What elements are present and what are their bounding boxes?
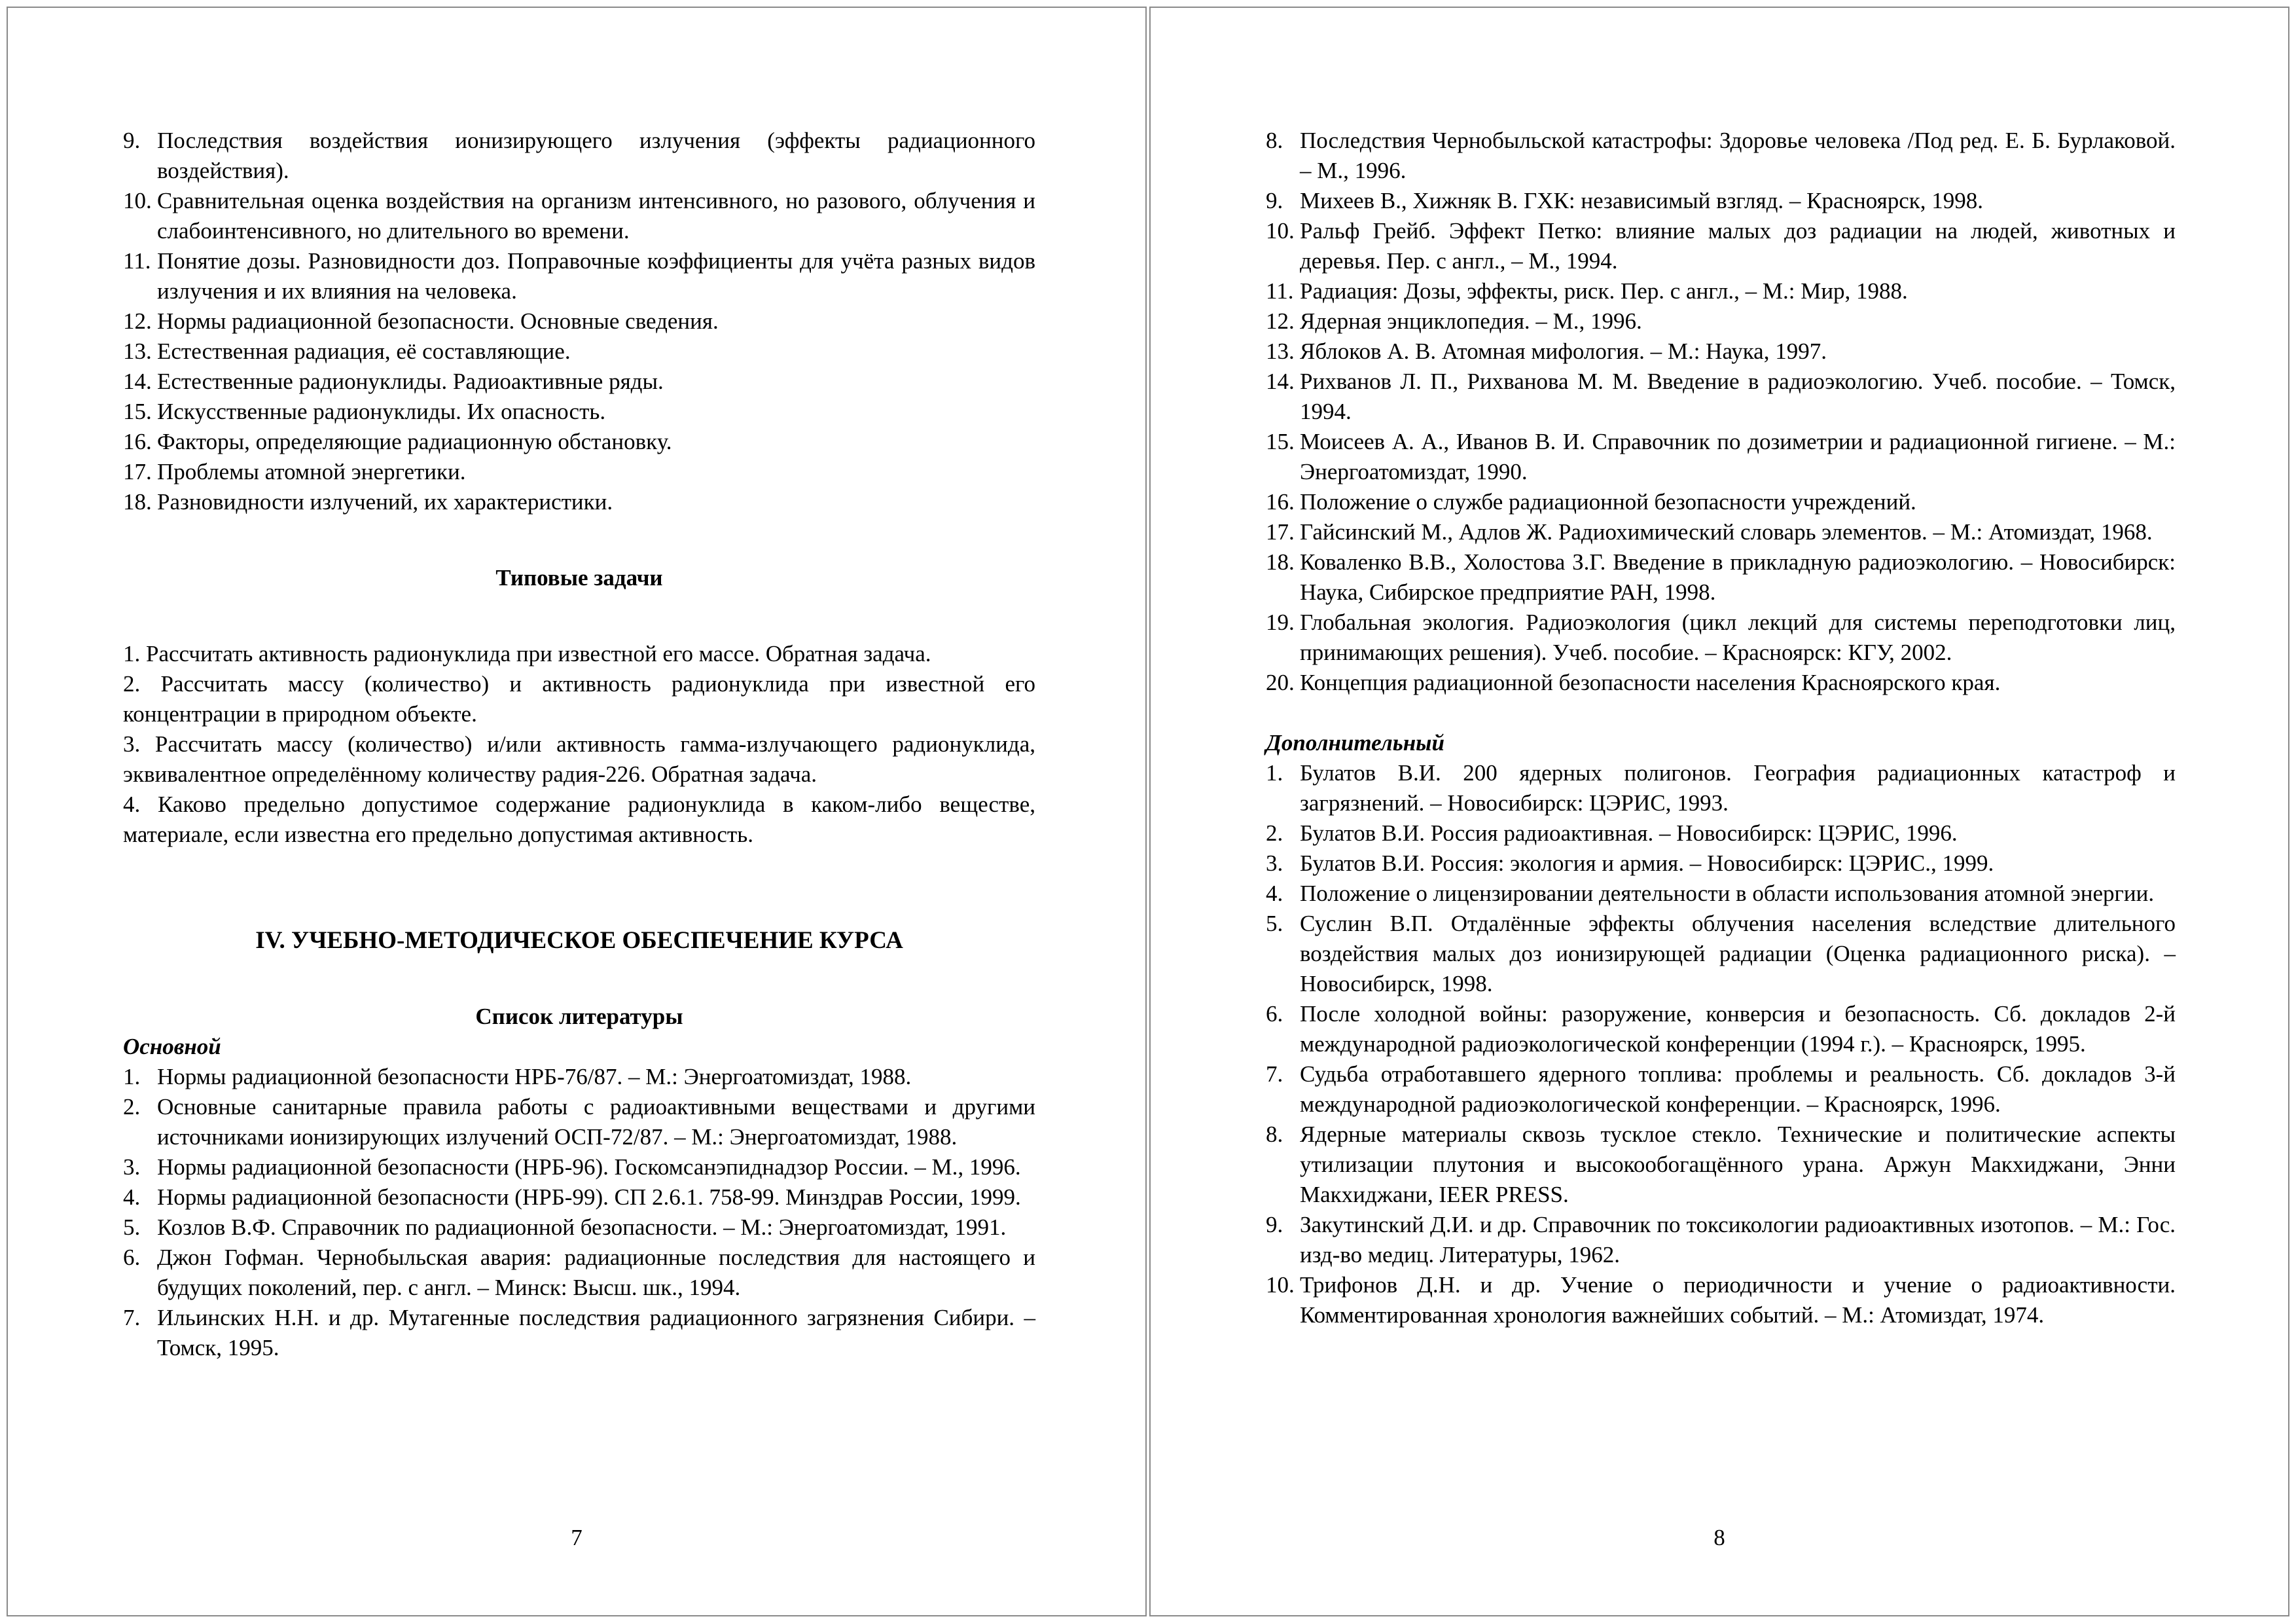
item-number: 5. — [1266, 911, 1283, 936]
list-item — [123, 246, 1035, 306]
reference-item — [1266, 848, 2176, 879]
item-text: Нормы радиационной безопасности НРБ-76/87. – М.: Энергоатомиздат, 1988. — [157, 1064, 912, 1089]
reference-item — [123, 1092, 1035, 1152]
item-number: 8. — [1266, 1122, 1283, 1147]
item-text: Нормы радиационной безопасности (НРБ-96). Госкомсанэпиднадзор России. – М., 1996. — [157, 1154, 1021, 1180]
item-text: Коваленко В.В., Холостова З.Г. Введение в прикладную радиоэкологию. – Новосибирск: Наука, Сибирское предприятие РАН, 1998. — [1300, 549, 2176, 605]
list-item — [123, 457, 1035, 487]
item-number: 10. — [123, 188, 152, 213]
item-text: Яблоков А. В. Атомная мифология. – М.: Наука, 1997. — [1300, 338, 1827, 364]
reference-item — [1266, 818, 2176, 848]
item-text: Естественная радиация, её составляющие. — [157, 338, 571, 364]
tasks-heading: Типовые задачи — [495, 565, 663, 591]
item-text: Понятие дозы. Разновидности доз. Поправочные коэффициенты для учёта разных видов излучения и их влияния на человека. — [157, 248, 1035, 304]
list-item — [123, 306, 1035, 337]
list-item — [123, 186, 1035, 246]
main-references-list — [123, 1062, 1035, 1363]
item-text: Последствия воздействия ионизирующего излучения (эффекты радиационного воздействия). — [157, 128, 1035, 183]
reference-item — [1266, 668, 2176, 698]
reference-item — [1266, 1059, 2176, 1120]
item-text: Искусственные радионуклиды. Их опасность. — [157, 399, 606, 424]
exam-questions-list — [123, 126, 1035, 517]
section-heading: IV. УЧЕБНО-МЕТОДИЧЕСКОЕ ОБЕСПЕЧЕНИЕ КУРСА — [255, 927, 903, 954]
item-number: 6. — [123, 1245, 141, 1270]
task-item: 2. Рассчитать массу (количество) и активность радионуклида при известной его концентрации в природном объекте. — [123, 671, 1035, 727]
item-number: 12. — [1266, 308, 1295, 334]
item-text: Рихванов Л. П., Рихванова М. М. Введение в радиоэкологию. Учеб. пособие. – Томск, 1994. — [1300, 369, 2176, 424]
reference-item — [1266, 276, 2176, 306]
reference-item — [1266, 547, 2176, 608]
item-text: Положение о лицензировании деятельности в области использования атомной энергии. — [1300, 881, 2155, 906]
page-left-content — [123, 126, 1035, 1363]
item-number: 13. — [123, 338, 152, 364]
reference-item — [1266, 1120, 2176, 1210]
main-references-continued-list — [1266, 126, 2176, 698]
item-text: Михеев В., Хижняк В. ГХК: независимый взгляд. – Красноярск, 1998. — [1300, 188, 1984, 213]
item-number: 6. — [1266, 1001, 1283, 1027]
reference-item — [123, 1182, 1035, 1213]
item-number: 13. — [1266, 338, 1295, 364]
reference-item — [1266, 1210, 2176, 1270]
item-text: Естественные радионуклиды. Радиоактивные ряды. — [157, 369, 664, 394]
item-number: 18. — [123, 489, 152, 515]
item-number: 4. — [123, 1184, 141, 1210]
item-number: 7. — [123, 1305, 141, 1330]
list-item — [123, 427, 1035, 457]
reference-item — [123, 1303, 1035, 1363]
item-number: 3. — [1266, 850, 1283, 876]
list-item — [123, 337, 1035, 367]
item-text: Факторы, определяющие радиационную обстановку. — [157, 429, 672, 454]
reference-item — [1266, 758, 2176, 818]
item-number: 7. — [1266, 1061, 1283, 1087]
item-number: 5. — [123, 1214, 141, 1240]
reference-item — [1266, 337, 2176, 367]
reference-item — [1266, 517, 2176, 547]
item-number: 17. — [1266, 519, 1295, 545]
item-number: 2. — [123, 1094, 141, 1120]
item-number: 9. — [1266, 188, 1283, 213]
item-text: Сравнительная оценка воздействия на организм интенсивного, но разового, облучения и слабоинтенсивного, но длительного во времени. — [157, 188, 1035, 244]
reference-item — [123, 1062, 1035, 1092]
item-text: Трифонов Д.Н. и др. Учение о периодичности и учение о радиоактивности. Комментированная хронология важнейших событий. – М.: Атомиздат, 1974. — [1300, 1272, 2176, 1328]
reference-item — [1266, 1270, 2176, 1330]
item-text: Козлов В.Ф. Справочник по радиационной безопасности. – М.: Энергоатомиздат, 1991. — [157, 1214, 1007, 1240]
task-item: 3. Рассчитать массу (количество) и/или активность гамма-излучающего радионуклида, эквивалентное определённому количеству радия-226. Обратная задача. — [123, 731, 1035, 787]
item-number: 11. — [1266, 278, 1294, 304]
page-right — [1149, 7, 2289, 1616]
item-text: Положение о службе радиационной безопасности учреждений. — [1300, 489, 1916, 515]
item-text: Моисеев А. А., Иванов В. И. Справочник по дозиметрии и радиационной гигиене. – М.: Энергоатомиздат, 1990. — [1300, 429, 2176, 484]
reference-item — [1266, 909, 2176, 999]
reference-item — [123, 1243, 1035, 1303]
reference-item — [123, 1152, 1035, 1182]
item-number: 14. — [1266, 369, 1295, 394]
item-number: 9. — [1266, 1212, 1283, 1237]
item-text: Нормы радиационной безопасности. Основные сведения. — [157, 308, 719, 334]
item-text: Ральф Грейб. Эффект Петко: влияние малых доз радиации на людей, животных и деревья. Пер. с англ., – М., 1994. — [1300, 218, 2176, 274]
reference-item — [1266, 367, 2176, 427]
item-text: Основные санитарные правила работы с радиоактивными веществами и другими источниками ионизирующих излучений ОСП-72/87. – М.: Энергоатомиздат, 1988. — [157, 1094, 1035, 1150]
list-item — [123, 126, 1035, 186]
list-item — [123, 367, 1035, 397]
item-number: 10. — [1266, 218, 1295, 244]
item-text: Булатов В.И. Россия: экология и армия. – Новосибирск: ЦЭРИС., 1999. — [1300, 850, 1994, 876]
item-text: Нормы радиационной безопасности (НРБ-99). СП 2.6.1. 758-99. Минздрав России, 1999. — [157, 1184, 1021, 1210]
item-text: Радиация: Дозы, эффекты, риск. Пер. с англ., – М.: Мир, 1988. — [1300, 278, 1908, 304]
item-number: 18. — [1266, 549, 1295, 575]
reference-item — [1266, 186, 2176, 216]
page-number: 8 — [1713, 1525, 1725, 1550]
item-number: 12. — [123, 308, 152, 334]
item-number: 15. — [1266, 429, 1295, 454]
list-item — [123, 487, 1035, 517]
item-text: Закутинский Д.И. и др. Справочник по токсикологии радиоактивных изотопов. – М.: Гос. изд-во медиц. Литературы, 1962. — [1300, 1212, 2176, 1267]
item-number: 10. — [1266, 1272, 1295, 1298]
item-number: 20. — [1266, 670, 1295, 695]
task-item: 4. Каково предельно допустимое содержание радионуклида в каком-либо веществе, материале, если известна его предельно допустимая активность. — [123, 792, 1035, 847]
page-number: 7 — [571, 1525, 583, 1550]
item-text: Разновидности излучений, их характеристики. — [157, 489, 613, 515]
item-text: Последствия Чернобыльской катастрофы: Здоровье человека /Под ред. Е. Б. Бурлаковой. – М., 1996. — [1300, 128, 2176, 183]
item-number: 15. — [123, 399, 152, 424]
item-number: 2. — [1266, 820, 1283, 846]
reference-item — [1266, 126, 2176, 186]
list-item — [123, 397, 1035, 427]
item-text: Проблемы атомной энергетики. — [157, 459, 466, 484]
item-text: Концепция радиационной безопасности населения Красноярского края. — [1300, 670, 2001, 695]
reference-item — [1266, 999, 2176, 1059]
reference-item — [1266, 306, 2176, 337]
literature-heading: Список литературы — [475, 1004, 683, 1029]
page-left — [7, 7, 1147, 1616]
item-text: Булатов В.И. Россия радиоактивная. – Новосибирск: ЦЭРИС, 1996. — [1300, 820, 1958, 846]
item-number: 9. — [123, 128, 141, 153]
reference-item — [1266, 879, 2176, 909]
item-number: 17. — [123, 459, 152, 484]
reference-item — [1266, 608, 2176, 668]
item-text: Глобальная экология. Радиоэкология (цикл лекций для системы переподготовки лиц, принимающих решения). Учеб. пособие. – Красноярск: КГУ, 2002. — [1300, 610, 2176, 665]
item-number: 8. — [1266, 128, 1283, 153]
item-text: Ядерные материалы сквозь тусклое стекло. Технические и политические аспекты утилизации плутония и высокообогащённого урана. Аржун Макхиджани, Энни Макхиджани, IEER PRESS. — [1300, 1122, 2176, 1207]
item-number: 1. — [123, 1064, 141, 1089]
item-text: После холодной войны: разоружение, конверсия и безопасность. Сб. докладов 2-й международной радиоэкологической конференции (1994 г.). – Красноярск, 1995. — [1300, 1001, 2176, 1057]
task-item: 1. Рассчитать активность радионуклида при известной его массе. Обратная задача. — [123, 641, 931, 666]
extra-references-list — [1266, 758, 2176, 1330]
item-text: Суслин В.П. Отдалённые эффекты облучения населения вследствие длительного воздействия малых доз ионизирующей радиации (Оценка радиационного риска). – Новосибирск, 1998. — [1300, 911, 2176, 996]
reference-item — [1266, 216, 2176, 276]
item-number: 4. — [1266, 881, 1283, 906]
reference-item — [123, 1213, 1035, 1243]
item-text: Булатов В.И. 200 ядерных полигонов. География радиационных катастроф и загрязнений. – Новосибирск: ЦЭРИС, 1993. — [1300, 760, 2176, 816]
reference-item — [1266, 427, 2176, 487]
item-text: Ядерная энциклопедия. – М., 1996. — [1300, 308, 1642, 334]
item-number: 11. — [123, 248, 151, 274]
item-number: 3. — [123, 1154, 141, 1180]
main-literature-label: Основной — [123, 1034, 221, 1059]
page-right-content — [1266, 126, 2176, 1330]
reference-item — [1266, 487, 2176, 517]
item-text: Джон Гофман. Чернобыльская авария: радиационные последствия для настоящего и будущих поколений, пер. с англ. – Минск: Высш. шк., 1994. — [157, 1245, 1035, 1300]
tasks-list — [123, 639, 1035, 850]
item-number: 1. — [1266, 760, 1283, 786]
item-number: 16. — [123, 429, 152, 454]
item-number: 16. — [1266, 489, 1295, 515]
extra-literature-label: Дополнительный — [1266, 730, 1444, 756]
item-text: Судьба отработавшего ядерного топлива: проблемы и реальность. Сб. докладов 3-й международной радиоэкологической конференции. – Красноярск, 1996. — [1300, 1061, 2176, 1117]
item-text: Ильинских Н.Н. и др. Мутагенные последствия радиационного загрязнения Сибири. – Томск, 1995. — [157, 1305, 1035, 1360]
item-number: 14. — [123, 369, 152, 394]
item-number: 19. — [1266, 610, 1295, 635]
item-text: Гайсинский М., Адлов Ж. Радиохимический словарь элементов. – М.: Атомиздат, 1968. — [1300, 519, 2153, 545]
